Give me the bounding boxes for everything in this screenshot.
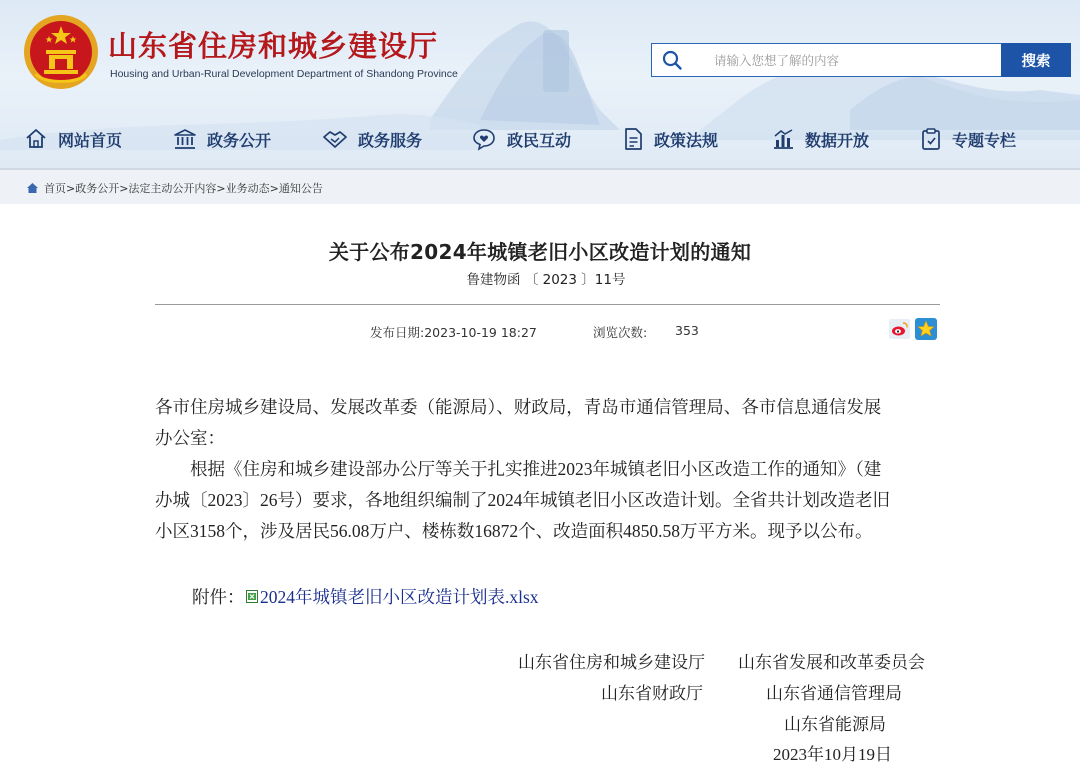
breadcrumb-bar — [0, 168, 1080, 204]
attachment-link[interactable] — [246, 584, 539, 609]
excel-file-icon — [246, 590, 258, 603]
nav-label: 政务公开 — [207, 130, 272, 150]
signature-org-1: 山东省住房和城乡建设厅 — [518, 653, 705, 672]
attachment-filename[interactable]: 2024年城镇老旧小区改造计划表.xlsx — [260, 587, 539, 607]
views-label: 浏览次数: — [593, 325, 648, 340]
title-divider — [155, 304, 940, 305]
nav-item-interaction[interactable] — [471, 118, 571, 160]
signature-org-3: 山东省财政厅 — [601, 684, 703, 703]
body-line-4: 办城〔2023〕26号）要求，各地组织编制了2024年城镇老旧小区改造计划。全省共计划改造老旧 — [155, 490, 890, 510]
attachment-label: 附件： — [192, 587, 245, 607]
signature-org-4: 山东省通信管理局 — [766, 684, 902, 703]
body-line-1: 各市住房城乡建设局、发展改革委（能源局）、财政局，青岛市通信管理局、各市信息通信发展 — [155, 397, 882, 417]
handshake-icon — [322, 127, 348, 151]
search-button[interactable]: 搜索 — [1001, 43, 1071, 77]
government-building-icon — [173, 127, 197, 151]
signature-date: 2023年10月19日 — [773, 745, 892, 764]
weibo-icon[interactable] — [889, 319, 910, 339]
search-input[interactable] — [692, 45, 982, 75]
nav-label: 政务服务 — [358, 130, 423, 150]
nav-item-home[interactable] — [24, 118, 122, 160]
nav-item-special[interactable] — [920, 118, 1016, 160]
bar-chart-icon — [771, 127, 795, 151]
site-title[interactable]: 山东省住房和城乡建设厅 — [108, 29, 439, 63]
nav-label: 政民互动 — [507, 130, 572, 150]
article-title: 关于公布2024年城镇老旧小区改造计划的通知 — [328, 240, 752, 264]
nav-label: 数据开放 — [805, 130, 870, 150]
publish-date: 发布日期:2023-10-19 18:27 — [370, 325, 537, 340]
breadcrumb-text[interactable]: 首页>政务公开>法定主动公开内容>业务动态>通知公告 — [44, 182, 323, 195]
chat-heart-icon — [471, 127, 497, 151]
home-icon — [24, 127, 48, 151]
search-icon[interactable] — [652, 44, 692, 76]
nav-item-gov-service[interactable] — [322, 118, 422, 160]
nav-label: 政策法规 — [654, 130, 719, 150]
breadcrumb — [26, 180, 323, 196]
nav-item-data-open[interactable] — [771, 118, 869, 160]
favorite-star-icon[interactable] — [915, 318, 937, 340]
main-nav — [0, 118, 1080, 160]
column-icon — [920, 127, 942, 151]
search-box — [651, 43, 1001, 77]
national-emblem-icon — [22, 12, 100, 92]
document-icon — [622, 127, 644, 151]
site-subtitle: Housing and Urban-Rural Development Department of Shandong Province — [110, 68, 458, 80]
nav-label: 专题专栏 — [952, 130, 1017, 150]
site-header — [0, 0, 1080, 168]
document-number: 鲁建物函 〔 2023 〕11号 — [466, 272, 626, 288]
home-icon — [26, 182, 39, 194]
body-line-3: 根据《住房和城乡建设部办公厅等关于扎实推进2023年城镇老旧小区改造工作的通知》（建 — [155, 459, 882, 479]
nav-item-policy[interactable] — [622, 118, 718, 160]
nav-label: 网站首页 — [58, 130, 123, 150]
views-count: 353 — [675, 323, 699, 338]
nav-item-gov-open[interactable] — [173, 118, 271, 160]
signature-org-5: 山东省能源局 — [784, 715, 886, 734]
signature-org-2: 山东省发展和改革委员会 — [738, 653, 925, 672]
body-line-5: 小区3158个，涉及居民56.08万户、楼栋数16872个、改造面积4850.58万平方米。现予以公布。 — [155, 521, 873, 541]
body-line-2: 办公室： — [155, 428, 225, 448]
